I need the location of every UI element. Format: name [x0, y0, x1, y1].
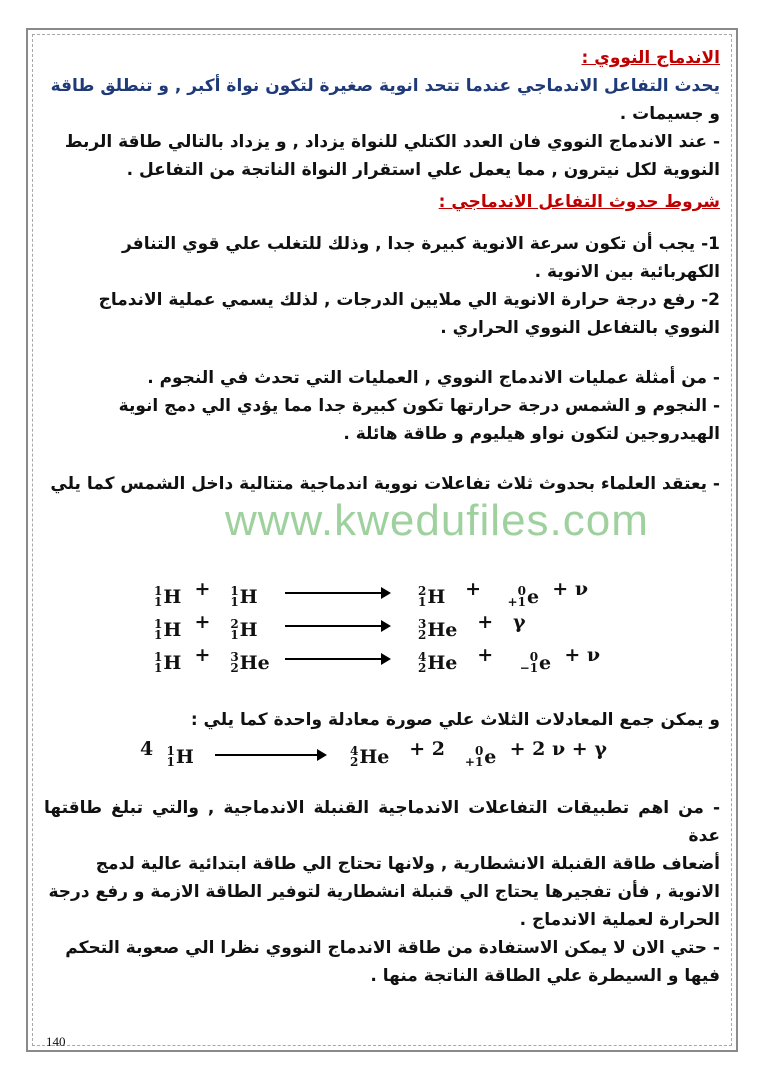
equation-3-products: 4 2 He + 0 −1 e + ν	[418, 644, 601, 675]
overall-equation	[140, 738, 660, 772]
equation-1	[140, 578, 640, 611]
equation-2-reactants: 1 1 H + 2 1 H	[154, 611, 258, 642]
equation-1-products: 2 1 H + 0 +1 e + ν	[418, 578, 588, 609]
document-body	[44, 44, 720, 498]
mass-number-line-1: - عند الاندماج النووي فان العدد الكتلي للنواة يزداد , و يزداد بالتالي طاقة الربط	[64, 132, 720, 152]
definition-line-1: يحدث التفاعل الاندماجي عندما تتحد انوية صغيرة لتكون نواة أكبر , و تنطلق طاقة	[50, 76, 720, 96]
control-difficulty-line-2: فيها و السيطرة علي الطاقة الناتجة منها .	[370, 966, 720, 986]
example-sun-line-1: - النجوم و الشمس درجة حرارتها تكون كبيرة جدا مما يؤدي الي دمج انوية	[118, 396, 720, 416]
equation-2-products: 3 2 He + γ	[418, 611, 526, 642]
fusion-equations	[140, 578, 640, 677]
reaction-arrow	[285, 625, 389, 627]
combine-intro: و يمكن جمع المعادلات الثلاث علي صورة معادلة واحدة كما يلي :	[190, 710, 720, 730]
condition-2-line-2: النووي بالتفاعل النووي الحراري .	[440, 318, 720, 338]
combine-section	[44, 706, 720, 734]
sun-reactions-intro: - يعتقد العلماء بحدوث ثلاث تفاعلات نووية اندماجية متتالية داخل الشمس كما يلي	[50, 474, 720, 494]
watermark-text: www.kwedufiles.com	[225, 496, 649, 545]
reaction-arrow	[285, 592, 389, 594]
condition-2-line-1: 2- رفع درجة حرارة الانوية الي ملايين الدرجات , لذلك يسمي عملية الاندماج	[98, 290, 720, 310]
equation-3-reactants: 1 1 H + 3 2 He	[154, 644, 270, 675]
applications-section	[44, 794, 720, 990]
condition-1-line-1: 1- يجب أن تكون سرعة الانوية كبيرة جدا , وذلك للتغلب علي قوي التنافر	[121, 234, 720, 254]
equation-1-reactants: 1 1 H + 1 1 H	[154, 578, 258, 609]
overall-products: 4 2 He + 2 0 +1 e + 2 ν + γ	[350, 738, 607, 769]
page-number: 140	[46, 1034, 66, 1049]
overall-reactants: 4 1 1 H	[140, 738, 194, 769]
example-stars: - من أمثلة عمليات الاندماج النووي , العمليات التي تحدث في النجوم .	[147, 368, 720, 388]
reaction-arrow	[285, 658, 389, 660]
equation-2	[140, 611, 640, 644]
application-line-3: الانوية , فأن تفجيرها يحتاج الي قنبلة انشطارية لتوفير الطاقة الازمة و رفع درجة	[48, 882, 720, 902]
example-sun-line-2: الهيدروجين لتكون نواو هيليوم و طاقة هائلة .	[343, 424, 720, 444]
condition-1-line-2: الكهربائية بين الانوية .	[534, 262, 720, 282]
mass-number-line-2: النووية لكل نيترون , مما يعمل علي استقرار النواة الناتجة من التفاعل .	[126, 160, 720, 180]
application-line-1: - من اهم تطبيقات التفاعلات الاندماجية القنبلة الاندماجية , والتي تبلغ طاقتها عدة	[44, 798, 720, 846]
reaction-arrow	[215, 754, 325, 756]
equation-3	[140, 644, 640, 677]
definition-line-2: و جسيمات .	[619, 104, 720, 124]
application-line-2: أضعاف طاقة القنبلة الانشطارية , ولانها تحتاج الي طاقة ابتدائية عالية لدمج	[95, 854, 720, 874]
heading-fusion-conditions: شروط حدوث التفاعل الاندماجي :	[438, 192, 720, 212]
application-line-4: الحرارة لعملية الاندماج .	[519, 910, 720, 930]
control-difficulty-line-1: - حتي الان لا يمكن الاستفادة من طاقة الاندماج النووي نظرا الي صعوبة التحكم	[65, 938, 720, 958]
heading-nuclear-fusion: الاندماج النووي :	[581, 48, 720, 68]
